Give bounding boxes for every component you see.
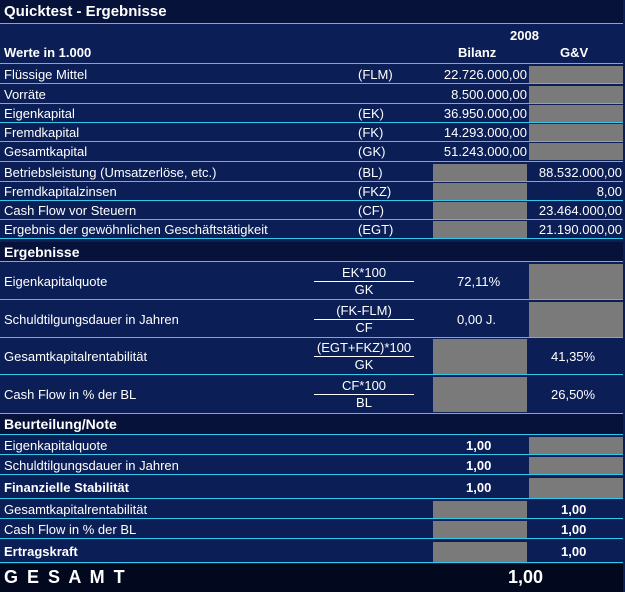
input-abbr: (EK) xyxy=(358,106,384,121)
input-row xyxy=(0,104,623,123)
guv-value: 21.190.000,00 xyxy=(538,222,622,237)
bilanz-cell xyxy=(433,264,527,299)
guv-grade: 1,00 xyxy=(561,502,587,517)
bilanz-cell xyxy=(433,302,527,337)
bilanz-value: 72,11% xyxy=(457,274,501,289)
grade-label: Finanzielle Stabilität xyxy=(4,480,129,495)
bilanz-cell xyxy=(433,86,527,103)
bilanz-cell xyxy=(433,478,527,498)
grade-row xyxy=(0,477,623,499)
units-label: Werte in 1.000 xyxy=(4,45,92,60)
grade-label: Ertragskraft xyxy=(4,544,78,559)
input-label: Eigenkapital xyxy=(4,106,75,121)
grade-row xyxy=(0,500,623,519)
guv-cell xyxy=(529,164,623,181)
guv-value: 88.532.000,00 xyxy=(538,165,622,180)
input-abbr: (FK) xyxy=(358,125,384,140)
ratio-label: Schuldtilgungsdauer in Jahren xyxy=(4,312,179,327)
bilanz-cell xyxy=(433,124,527,141)
bilanz-value: 14.293.000,00 xyxy=(443,125,527,140)
grade-label: Schuldtilgungsdauer in Jahren xyxy=(4,458,179,473)
formula-denominator: GK xyxy=(354,357,374,372)
bilanz-cell xyxy=(433,437,527,454)
ratio-formula xyxy=(312,303,416,335)
input-label: Fremdkapital xyxy=(4,125,80,140)
input-label: Gesamtkapital xyxy=(4,144,88,159)
input-row xyxy=(0,123,623,142)
bilanz-value: 0,00 J. xyxy=(457,312,497,327)
input-row xyxy=(0,182,623,201)
ratio-row xyxy=(0,301,623,338)
grade-row xyxy=(0,520,623,539)
input-abbr: (FLM) xyxy=(358,67,393,82)
bilanz-value: 51.243.000,00 xyxy=(443,144,527,159)
grade-row xyxy=(0,456,623,475)
bilanz-grade: 1,00 xyxy=(466,458,492,473)
guv-grade: 1,00 xyxy=(561,522,587,537)
guv-cell xyxy=(529,66,623,83)
gesamt-label: G E S A M T xyxy=(4,567,127,587)
formula-numerator: (EGT+FKZ)*100 xyxy=(316,340,412,355)
bilanz-cell xyxy=(433,339,527,374)
input-abbr: (GK) xyxy=(358,144,386,159)
ratio-label: Eigenkapitalquote xyxy=(4,274,108,289)
title-bar xyxy=(0,0,623,24)
guv-value: 23.464.000,00 xyxy=(538,203,622,218)
column-header xyxy=(0,24,623,64)
ratio-row xyxy=(0,338,623,375)
bilanz-cell xyxy=(433,202,527,219)
bilanz-cell xyxy=(433,457,527,474)
input-row xyxy=(0,201,623,220)
gesamt-value: 1,00 xyxy=(508,567,544,587)
guv-cell xyxy=(529,221,623,238)
bilanz-value: 22.726.000,00 xyxy=(443,67,527,82)
input-row xyxy=(0,65,623,84)
formula-denominator: BL xyxy=(356,395,372,410)
guv-cell xyxy=(529,437,623,454)
beurteilung-bar xyxy=(0,414,623,435)
input-row xyxy=(0,220,623,239)
input-abbr: (CF) xyxy=(358,203,384,218)
formula-numerator: (FK-FLM) xyxy=(336,303,392,318)
guv-cell xyxy=(529,501,623,518)
input-abbr: (BL) xyxy=(358,165,383,180)
bilanz-cell xyxy=(433,521,527,538)
grade-label: Cash Flow in % der BL xyxy=(4,522,137,537)
bilanz-value: 36.950.000,00 xyxy=(443,106,527,121)
guv-value: 8,00 xyxy=(596,184,622,199)
input-label: Cash Flow vor Steuern xyxy=(4,203,137,218)
guv-cell xyxy=(529,302,623,337)
input-label: Ergebnis der gewöhnlichen Geschäftstätigkeit xyxy=(4,222,268,237)
input-row xyxy=(0,85,623,104)
bilanz-cell xyxy=(433,377,527,412)
guv-cell xyxy=(529,457,623,474)
column-guv: G&V xyxy=(560,45,589,60)
column-bilanz: Bilanz xyxy=(458,45,497,60)
grade-label: Eigenkapitalquote xyxy=(4,438,108,453)
bilanz-cell xyxy=(433,501,527,518)
input-label: Flüssige Mittel xyxy=(4,67,88,82)
ratio-formula xyxy=(312,378,416,410)
ratio-formula xyxy=(312,265,416,297)
input-row xyxy=(0,163,623,182)
group-divider xyxy=(0,161,623,162)
guv-cell xyxy=(529,183,623,200)
input-label: Vorräte xyxy=(4,87,46,102)
guv-cell xyxy=(529,202,623,219)
input-label: Betriebsleistung (Umsatzerlöse, etc.) xyxy=(4,165,217,180)
guv-cell xyxy=(529,478,623,498)
input-row xyxy=(0,142,623,162)
ratio-formula xyxy=(312,340,416,372)
ergebnisse-title: Ergebnisse xyxy=(4,244,80,260)
guv-cell xyxy=(529,143,623,160)
guv-cell xyxy=(529,105,623,122)
bilanz-cell xyxy=(433,164,527,181)
grade-label: Gesamtkapitalrentabilität xyxy=(4,502,148,517)
ratio-label: Gesamtkapitalrentabilität xyxy=(4,349,148,364)
input-label: Fremdkapitalzinsen xyxy=(4,184,117,199)
input-abbr: (EGT) xyxy=(358,222,394,237)
formula-denominator: CF xyxy=(355,320,373,335)
bilanz-value: 8.500.000,00 xyxy=(451,87,527,102)
guv-value: 41,35% xyxy=(551,349,596,364)
guv-cell xyxy=(529,521,623,538)
bilanz-cell xyxy=(433,221,527,238)
year-label: 2008 xyxy=(510,28,539,43)
gesamt-bar xyxy=(0,564,623,592)
grade-row xyxy=(0,436,623,455)
formula-numerator: CF*100 xyxy=(341,378,387,393)
bilanz-grade: 1,00 xyxy=(466,438,492,453)
ratio-row xyxy=(0,263,623,300)
bilanz-cell xyxy=(433,542,527,562)
guv-value: 26,50% xyxy=(551,387,596,402)
guv-grade: 1,00 xyxy=(561,544,587,559)
formula-denominator: GK xyxy=(354,282,374,297)
bilanz-grade: 1,00 xyxy=(466,480,492,495)
bilanz-cell xyxy=(433,143,527,160)
ratio-label: Cash Flow in % der BL xyxy=(4,387,137,402)
bilanz-cell xyxy=(433,183,527,200)
guv-cell xyxy=(529,339,623,374)
page-title: Quicktest - Ergebnisse xyxy=(4,3,167,20)
input-abbr: (FKZ) xyxy=(358,184,392,199)
ergebnisse-bar xyxy=(0,242,623,262)
guv-cell xyxy=(529,124,623,141)
guv-cell xyxy=(529,377,623,412)
formula-numerator: EK*100 xyxy=(341,265,387,280)
guv-cell xyxy=(529,86,623,103)
ratio-row xyxy=(0,376,623,414)
bilanz-cell xyxy=(433,66,527,83)
guv-cell xyxy=(529,264,623,299)
beurteilung-title: Beurteilung/Note xyxy=(4,416,117,432)
grade-row xyxy=(0,541,623,563)
bilanz-cell xyxy=(433,105,527,122)
guv-cell xyxy=(529,542,623,562)
